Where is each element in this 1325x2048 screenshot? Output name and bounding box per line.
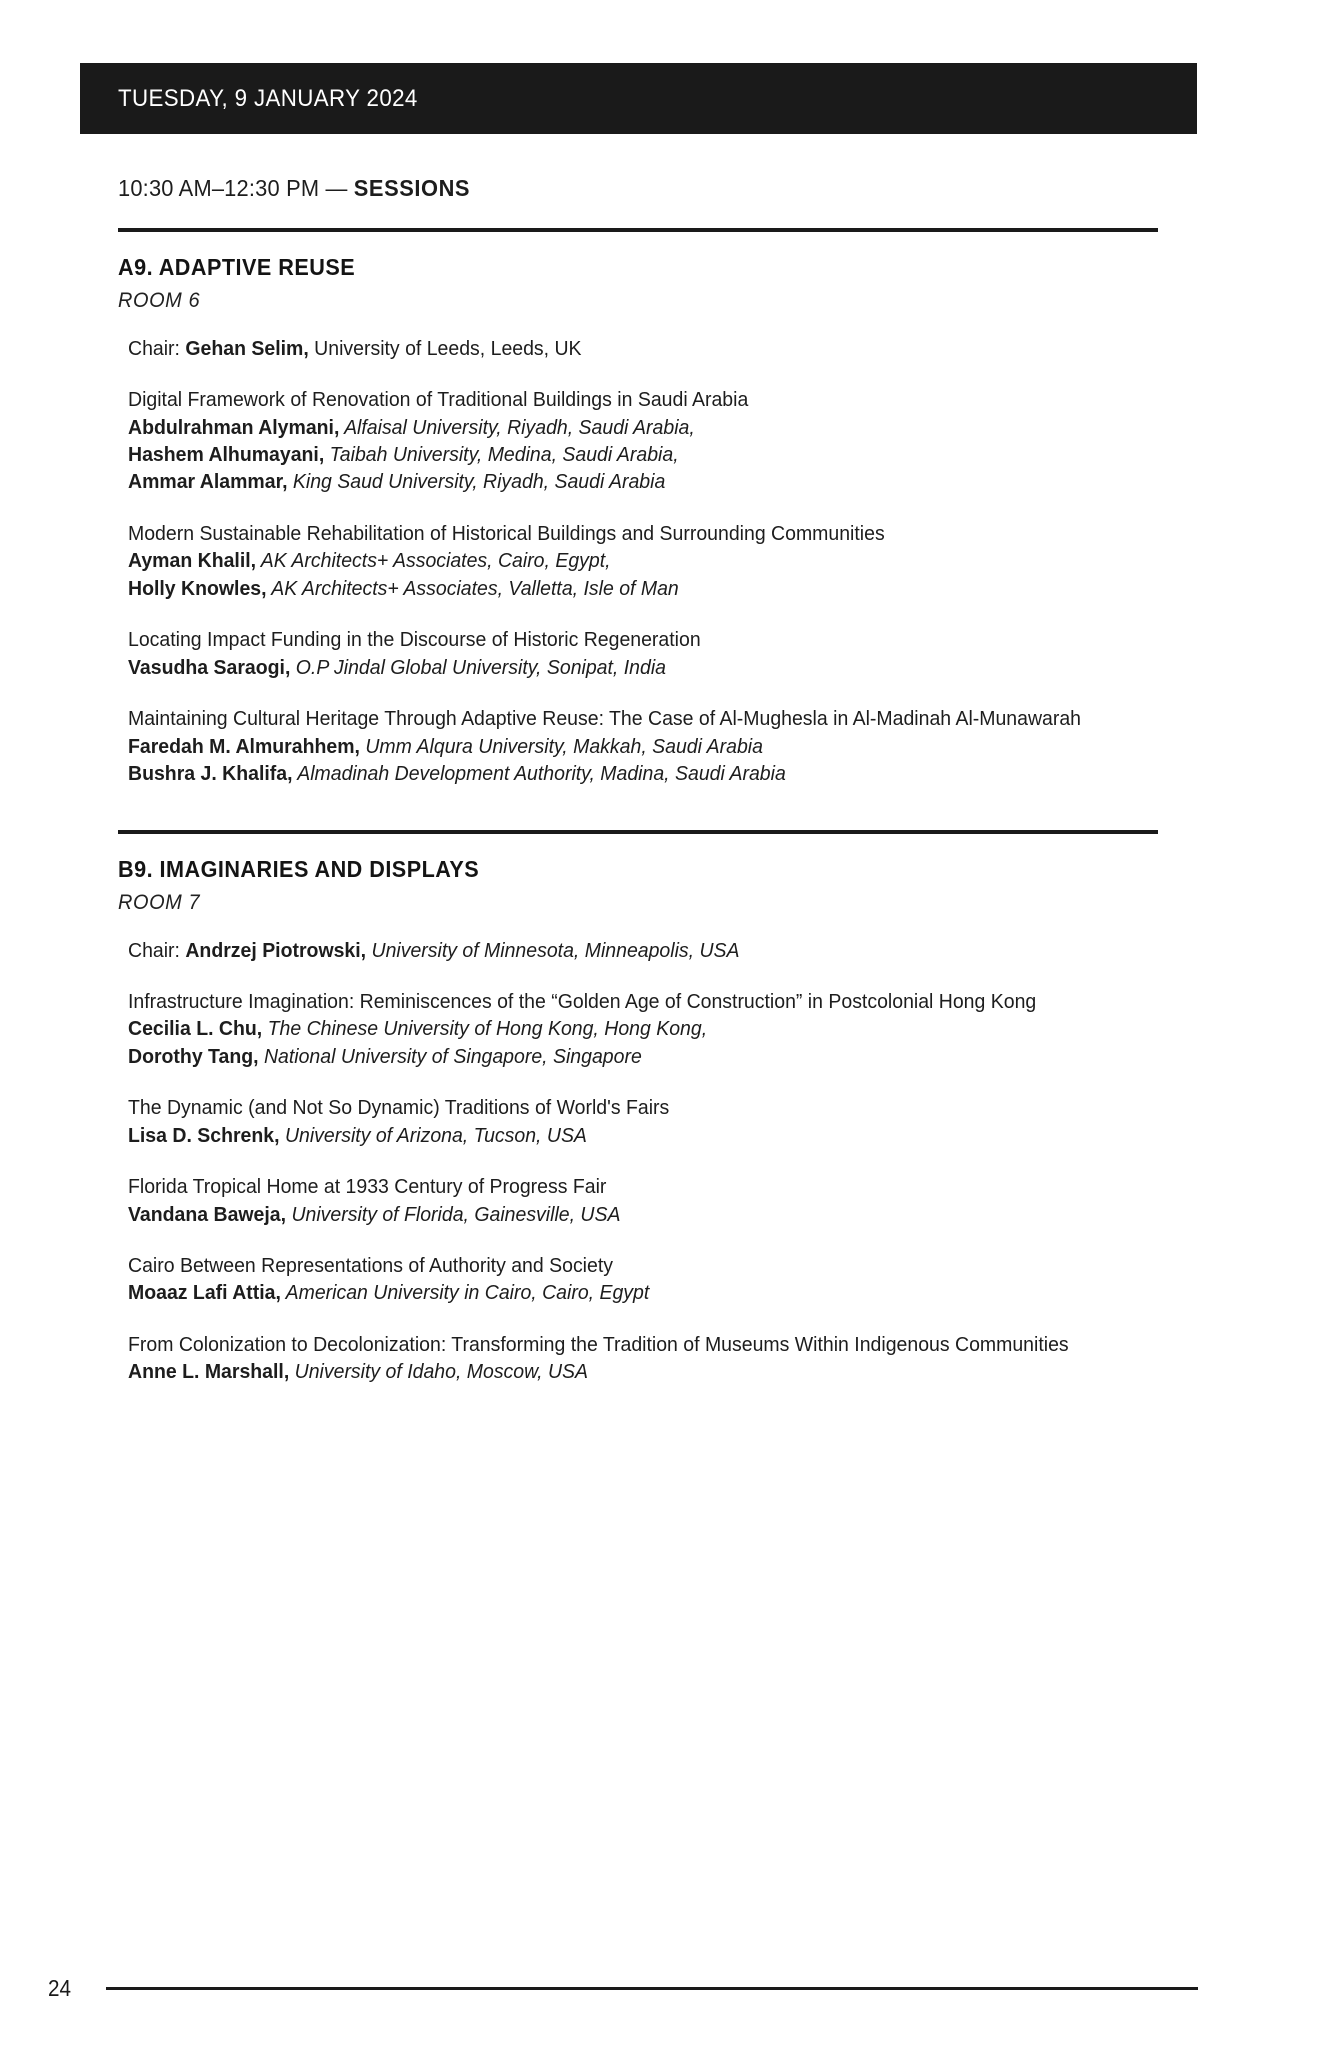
paper-author bbox=[128, 1358, 1107, 1385]
paper-title: Infrastructure Imagination: Reminiscences of the “Golden Age of Construction” in Postcolonial Hong Kong bbox=[128, 989, 1037, 1013]
author-name: Cecilia L. Chu, bbox=[128, 1017, 263, 1041]
paper-title: Cairo Between Representations of Authority and Society bbox=[128, 1254, 614, 1277]
session-block-b9 bbox=[118, 856, 1158, 1386]
paper-author bbox=[128, 547, 1107, 574]
author-affiliation: AK Architects+ Associates, Cairo, Egypt, bbox=[256, 549, 611, 573]
paper-author bbox=[128, 760, 1107, 787]
author-affiliation: Umm Alqura University, Makkah, Saudi Arabia bbox=[359, 734, 763, 758]
author-affiliation: O.P Jindal Global University, Sonipat, India bbox=[290, 655, 666, 679]
paper-entry bbox=[128, 1331, 1107, 1386]
author-name: Anne L. Marshall, bbox=[128, 1360, 290, 1384]
chair-affiliation: University of Leeds, Leeds, UK bbox=[308, 337, 582, 360]
paper-title: Modern Sustainable Rehabilitation of Historical Buildings and Surrounding Communities bbox=[128, 521, 885, 545]
author-affiliation: The Chinese University of Hong Kong, Hong Kong, bbox=[262, 1017, 708, 1041]
section-divider-top bbox=[118, 228, 1158, 232]
paper-author bbox=[128, 1279, 1107, 1306]
paper-author bbox=[128, 1043, 1107, 1070]
paper-author bbox=[128, 441, 1107, 468]
timeslot-range: 10:30 AM–12:30 PM — bbox=[118, 175, 354, 201]
paper-title: Digital Framework of Renovation of Traditional Buildings in Saudi Arabia bbox=[128, 388, 749, 412]
timeslot-kind: SESSIONS bbox=[353, 175, 471, 201]
author-name: Ayman Khalil, bbox=[128, 549, 257, 573]
section-divider-middle bbox=[118, 830, 1158, 834]
day-header-bar bbox=[80, 63, 1197, 134]
paper-title: Locating Impact Funding in the Discourse of Historic Regeneration bbox=[128, 628, 701, 652]
session-chair-b9 bbox=[128, 937, 1107, 964]
paper-author bbox=[128, 654, 1107, 681]
author-affiliation: AK Architects+ Associates, Valletta, Isle of Man bbox=[266, 576, 679, 600]
session-chair-a9 bbox=[128, 335, 1107, 362]
author-name: Hashem Alhumayani, bbox=[128, 442, 325, 466]
paper-title: From Colonization to Decolonization: Transforming the Tradition of Museums Within Indigenous Communities bbox=[128, 1332, 1069, 1356]
paper-title: The Dynamic (and Not So Dynamic) Traditions of World's Fairs bbox=[128, 1096, 670, 1120]
paper-entry bbox=[128, 1252, 1107, 1307]
paper-author bbox=[128, 1015, 1107, 1042]
author-affiliation: University of Florida, Gainesville, USA bbox=[286, 1202, 621, 1226]
session-title-b9: B9. IMAGINARIES AND DISPLAYS bbox=[118, 855, 480, 882]
paper-title: Florida Tropical Home at 1933 Century of Progress Fair bbox=[128, 1175, 607, 1199]
author-name: Vandana Baweja, bbox=[128, 1202, 287, 1226]
author-affiliation: American University in Cairo, Cairo, Egypt bbox=[280, 1281, 650, 1305]
session-room-a9: ROOM 6 bbox=[118, 289, 201, 312]
session-spacer bbox=[118, 812, 1158, 830]
paper-entry bbox=[128, 626, 1107, 681]
paper-entry bbox=[128, 1173, 1107, 1228]
author-affiliation: Almadinah Development Authority, Madina, Saudi Arabia bbox=[292, 762, 786, 786]
author-name: Abdulrahman Alymani, bbox=[128, 415, 340, 439]
page-content bbox=[118, 175, 1158, 1410]
author-name: Faredah M. Almurahhem, bbox=[128, 734, 360, 758]
paper-author bbox=[128, 468, 1107, 495]
author-affiliation: University of Arizona, Tucson, USA bbox=[279, 1123, 587, 1147]
paper-entry bbox=[128, 386, 1107, 496]
paper-entry bbox=[128, 1094, 1107, 1149]
chair-name: Gehan Selim, bbox=[185, 337, 309, 360]
paper-author bbox=[128, 575, 1107, 602]
paper-author bbox=[128, 1201, 1107, 1228]
day-header-label: TUESDAY, 9 JANUARY 2024 bbox=[118, 84, 418, 112]
paper-author bbox=[128, 1122, 1107, 1149]
author-name: Ammar Alammar, bbox=[128, 470, 288, 494]
author-name: Moaaz Lafi Attia, bbox=[128, 1281, 281, 1305]
paper-entry bbox=[128, 520, 1107, 602]
author-affiliation: National University of Singapore, Singapore bbox=[258, 1044, 642, 1068]
timeslot-heading bbox=[118, 175, 1106, 202]
session-body-a9 bbox=[128, 335, 1158, 788]
session-body-b9 bbox=[128, 937, 1158, 1386]
session-title-a9: A9. ADAPTIVE REUSE bbox=[118, 254, 356, 280]
paper-entry bbox=[128, 988, 1107, 1070]
author-affiliation: Alfaisal University, Riyadh, Saudi Arabia, bbox=[339, 415, 695, 439]
footer-divider bbox=[106, 1987, 1198, 1990]
author-affiliation: King Saud University, Riyadh, Saudi Arabia bbox=[287, 470, 666, 494]
author-affiliation: Taibah University, Medina, Saudi Arabia, bbox=[324, 442, 679, 466]
chair-prefix: Chair: bbox=[128, 337, 186, 360]
author-name: Bushra J. Khalifa, bbox=[128, 762, 293, 786]
session-block-a9 bbox=[118, 254, 1158, 788]
chair-name: Andrzej Piotrowski, bbox=[185, 938, 367, 962]
author-name: Holly Knowles, bbox=[128, 576, 267, 600]
chair-affiliation: University of Minnesota, Minneapolis, USA bbox=[366, 938, 740, 962]
paper-title: Maintaining Cultural Heritage Through Adaptive Reuse: The Case of Al-Mughesla in Al-Madinah Al-Munawarah bbox=[128, 707, 1082, 731]
author-name: Dorothy Tang, bbox=[128, 1044, 259, 1068]
paper-author bbox=[128, 414, 1107, 441]
author-affiliation: University of Idaho, Moscow, USA bbox=[289, 1360, 588, 1384]
page-footer bbox=[48, 1975, 1198, 2002]
author-name: Vasudha Saraogi, bbox=[128, 655, 291, 679]
author-name: Lisa D. Schrenk, bbox=[128, 1123, 280, 1147]
session-room-b9: ROOM 7 bbox=[118, 890, 201, 914]
page-number: 24 bbox=[48, 1975, 72, 2001]
chair-prefix: Chair: bbox=[128, 938, 186, 962]
paper-entry bbox=[128, 705, 1107, 787]
paper-author bbox=[128, 733, 1107, 760]
